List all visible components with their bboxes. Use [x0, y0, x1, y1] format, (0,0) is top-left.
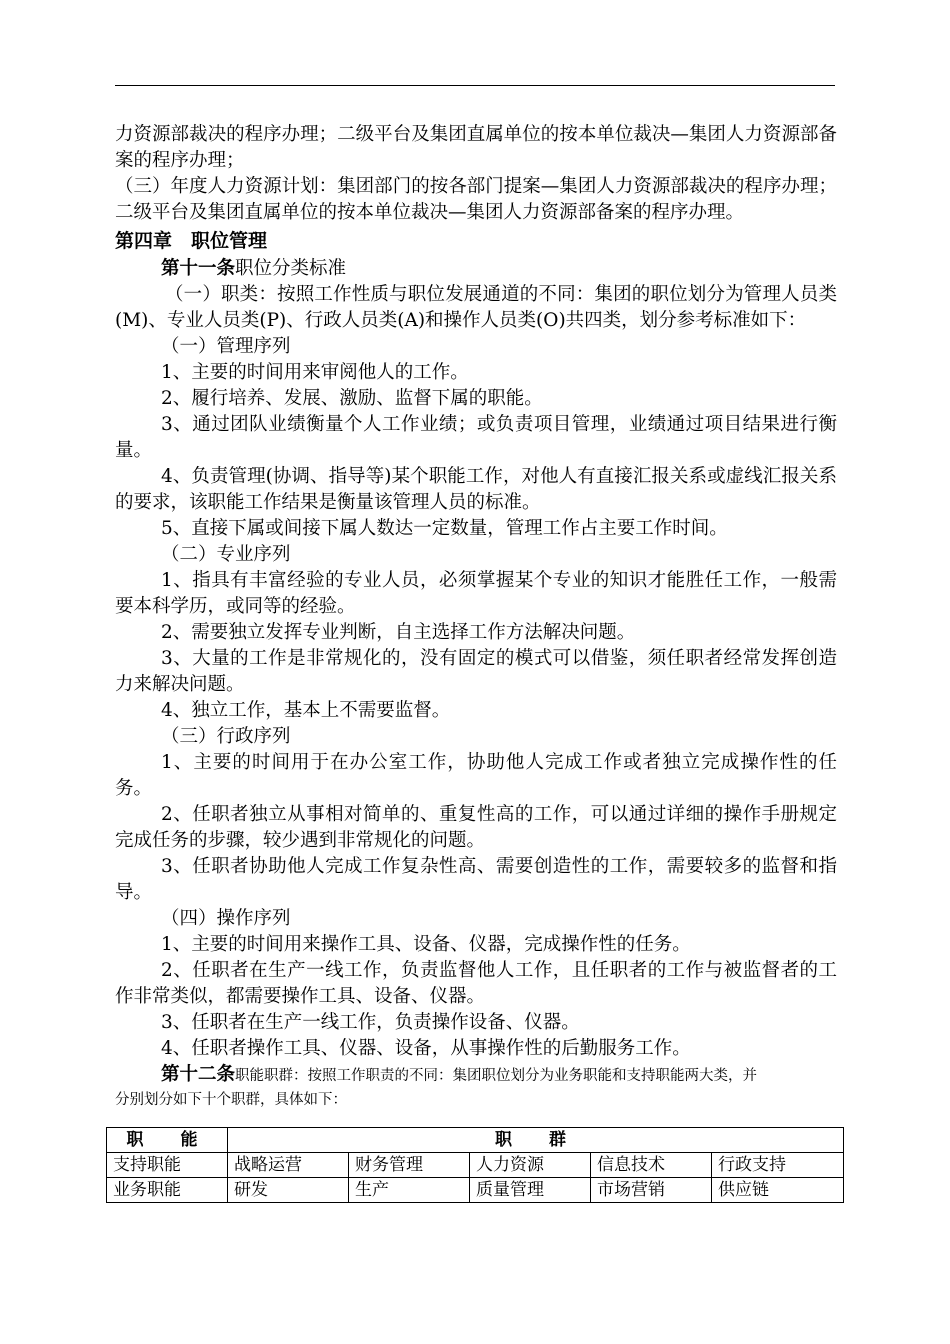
article-11-intro: （一）职类：按照工作性质与职位发展通道的不同：集团的职位划分为管理人员类(M)、专业人员类(P)、行政人员类(A)和操作人员类(O)共四类，划分参考标准如下：	[115, 284, 837, 331]
list-item: 2、任职者独立从事相对简单的、重复性高的工作，可以通过详细的操作手册规定完成任务的步骤，较少遇到非常规化的问题。	[115, 804, 837, 851]
table-cell: 行政支持	[712, 1153, 844, 1178]
table-cell: 战略运营	[228, 1153, 349, 1178]
table-cell: 质量管理	[470, 1178, 591, 1203]
article-11-name: 职位分类标准	[235, 258, 347, 279]
table-row	[107, 1153, 844, 1178]
article-12-text: 职能职群：按照工作职责的不同：集团职位划分为业务职能和支持职能两大类，并	[235, 1068, 758, 1084]
table-header-cell: 职 群	[228, 1128, 844, 1153]
list-item: 3、任职者协助他人完成工作复杂性高、需要创造性的工作，需要较多的监督和指导。	[115, 856, 837, 903]
list-item: 4、独立工作，基本上不需要监督。	[161, 700, 451, 721]
header-rule	[115, 85, 835, 86]
list-item: 3、通过团队业绩衡量个人工作业绩；或负责项目管理，业绩通过项目结果进行衡量。	[115, 414, 837, 461]
section-heading: （一）管理序列	[161, 336, 291, 357]
list-item: 2、履行培养、发展、激励、监督下属的职能。	[161, 388, 543, 409]
list-item: 5、直接下属或间接下属人数达一定数量，管理工作占主要工作时间。	[161, 518, 728, 539]
article-12-head: 第十二条	[161, 1064, 236, 1085]
chapter-title: 第四章 职位管理	[115, 230, 268, 252]
table-cell: 财务管理	[349, 1153, 470, 1178]
paragraph-continuation: 力资源部裁决的程序办理；二级平台及集团直属单位的按本单位裁决—集团人力资源部备案的程序办理；	[115, 124, 837, 171]
table-cell: 研发	[228, 1178, 349, 1203]
table-cell: 业务职能	[107, 1178, 228, 1203]
table-cell: 生产	[349, 1178, 470, 1203]
list-item: 3、大量的工作是非常规化的，没有固定的模式可以借鉴，须任职者经常发挥创造力来解决问题。	[115, 648, 837, 695]
section-heading: （二）专业序列	[161, 544, 291, 565]
article-11-head: 第十一条	[161, 258, 236, 279]
article-12-line	[115, 1062, 837, 1089]
paragraph-annual-plan: （三）年度人力资源计划：集团部门的按各部门提案—集团人力资源部裁决的程序办理；二级平台及集团直属单位的按本单位裁决—集团人力资源部备案的程序办理。	[115, 176, 837, 223]
article-11-title	[115, 256, 837, 282]
list-item: 3、任职者在生产一线工作，负责操作设备、仪器。	[161, 1012, 580, 1033]
section-heading: （四）操作序列	[161, 908, 291, 929]
article-12-text-cont: 分别划分如下十个职群，具体如下：	[115, 1092, 347, 1108]
list-item: 1、主要的时间用来审阅他人的工作。	[161, 362, 469, 383]
table-header-row	[107, 1128, 844, 1153]
table-cell: 市场营销	[591, 1178, 712, 1203]
list-item: 4、负责管理(协调、指导等)某个职能工作，对他人有直接汇报关系或虚线汇报关系的要求，该职能工作结果是衡量该管理人员的标准。	[115, 466, 837, 513]
list-item: 2、需要独立发挥专业判断，自主选择工作方法解决问题。	[161, 622, 636, 643]
table-cell: 支持职能	[107, 1153, 228, 1178]
table-row	[107, 1178, 844, 1203]
table-cell: 供应链	[712, 1178, 844, 1203]
job-family-table	[106, 1127, 844, 1203]
table-header-cell: 职 能	[107, 1128, 228, 1153]
list-item: 1、主要的时间用于在办公室工作，协助他人完成工作或者独立完成操作性的任务。	[115, 752, 837, 799]
list-item: 4、任职者操作工具、仪器、设备，从事操作性的后勤服务工作。	[161, 1038, 691, 1059]
list-item: 1、指具有丰富经验的专业人员，必须掌握某个专业的知识才能胜任工作，一般需要本科学历，或同等的经验。	[115, 570, 837, 617]
table-cell: 信息技术	[591, 1153, 712, 1178]
section-heading: （三）行政序列	[161, 726, 291, 747]
list-item: 1、主要的时间用来操作工具、设备、仪器，完成操作性的任务。	[161, 934, 691, 955]
list-item: 2、任职者在生产一线工作，负责监督他人工作，且任职者的工作与被监督者的工作非常类似，都需要操作工具、设备、仪器。	[115, 960, 837, 1007]
table-cell: 人力资源	[470, 1153, 591, 1178]
document-body	[115, 122, 837, 1111]
